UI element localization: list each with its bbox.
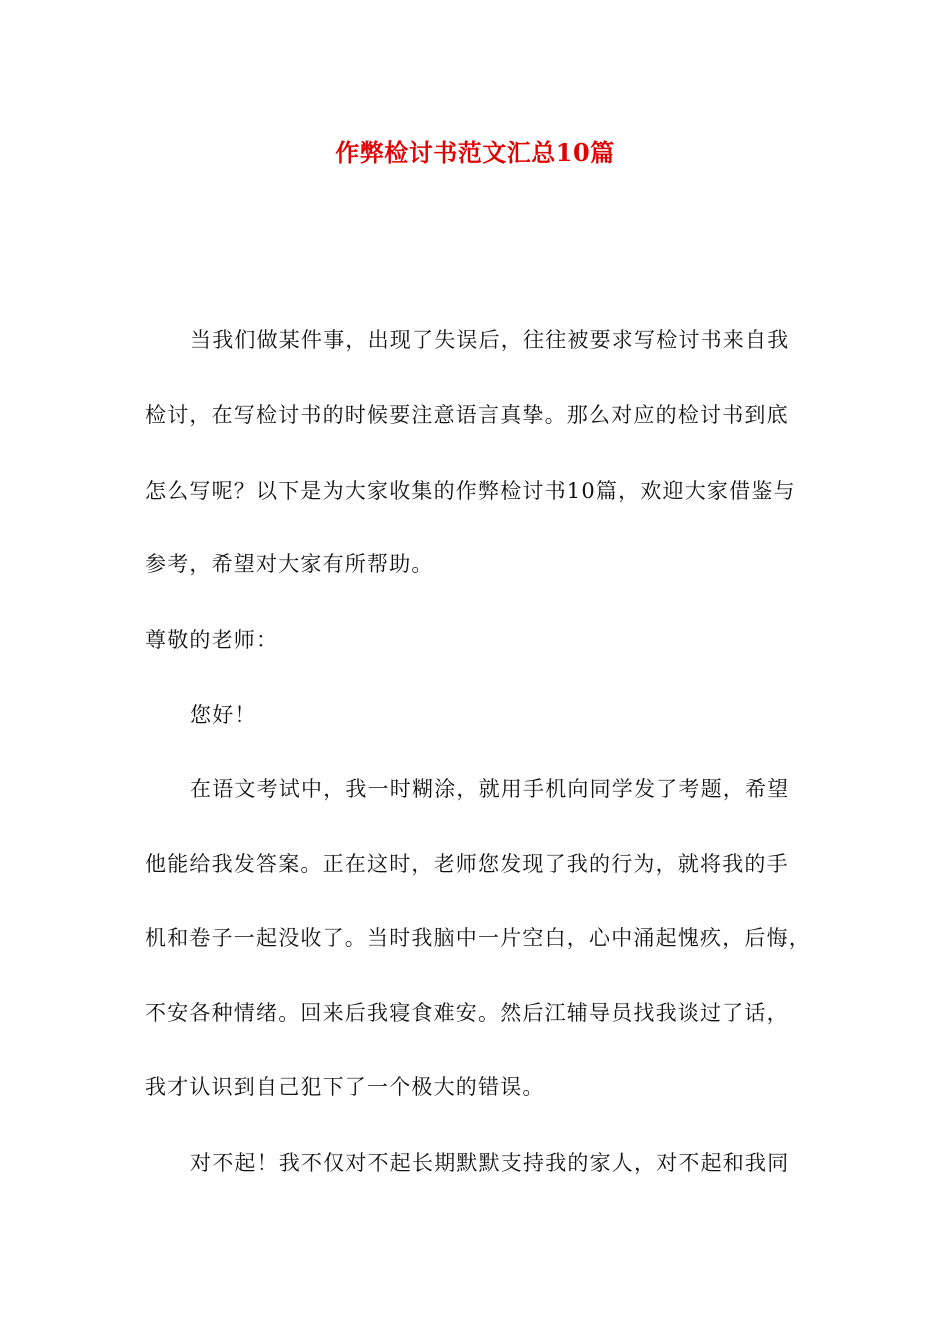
body-line-5: 我才认识到自己犯下了一个极大的错误。 [145,1075,545,1099]
body-line-2: 他能给我发答案。正在这时，老师您发现了我的行为，就将我的手 [145,852,789,876]
body-line-3: 机和卷子一起没收了。当时我脑中一片空白，心中涌起愧疚，后悔， [145,926,811,950]
body-line-1: 在语文考试中，我一时糊涂，就用手机向同学发了考题，希望 [190,777,790,801]
greeting: 您好！ [190,703,257,727]
body-line-6: 对不起！我不仅对不起长期默默支持我的家人，对不起和我同 [190,1151,790,1175]
document-title: 作弊检讨书范文汇总10篇 [335,138,615,167]
intro-line-2: 检讨，在写检讨书的时候要注意语言真挚。那么对应的检讨书到底 [145,403,789,427]
salutation: 尊敬的老师： [145,628,279,652]
intro-line-1: 当我们做某件事，出现了失误后，往往被要求写检讨书来自我 [190,328,790,352]
intro-line-4: 参考，希望对大家有所帮助。 [145,552,434,576]
intro-line-3: 怎么写呢？以下是为大家收集的作弊检讨书10篇，欢迎大家借鉴与 [145,479,796,503]
body-line-4: 不安各种情绪。回来后我寝食难安。然后江辅导员找我谈过了话， [145,1001,789,1025]
